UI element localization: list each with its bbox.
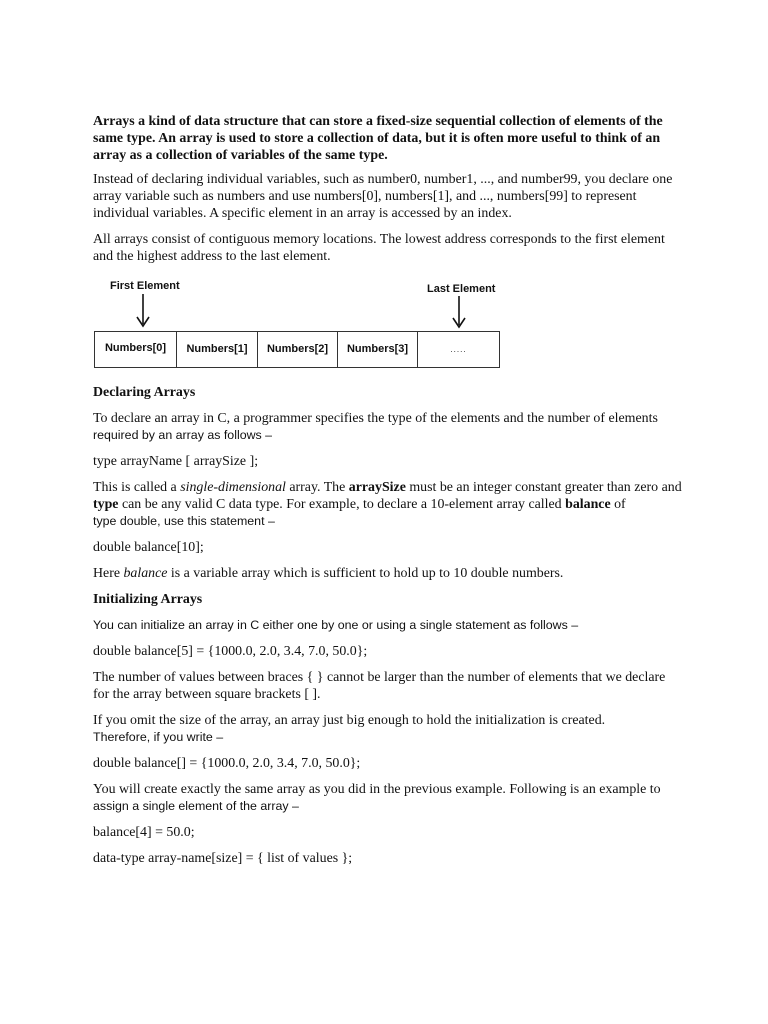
declare-example: double balance[10]; (93, 540, 204, 555)
same-line2: assign a single element of the array – (93, 799, 299, 813)
paragraph-individual-variables: Instead of declaring individual variables, such as number0, number1, ..., and number99, you declare one array variable such as numbers and use numbers[0], numbers[1], and ..., numbers[99] to represent individual variables. A specific element in an array is accessed by an index. (93, 172, 673, 221)
array-cells (94, 331, 500, 368)
intro-paragraph: Arrays a kind of data structure that can store a fixed-size sequential collection of elements of the same type. An array is used to store a collection of data, but it is often more useful to think of an array as a collection of variables of the same type. (93, 114, 663, 163)
array-cell: Numbers[1] (177, 332, 258, 367)
init-code-4: data-type array-name[size] = { list of values }; (93, 851, 353, 866)
balance-term: balance (565, 497, 611, 512)
text-run: can be any valid C data type. For example, to declare a 10-element array called (118, 497, 566, 512)
text-run: Here (93, 566, 124, 581)
diagram-arrows (93, 274, 513, 334)
declare-text-line2: required by an array as follows – (93, 428, 273, 442)
text-run: is a variable array which is sufficient to hold up to 10 double numbers. (167, 566, 564, 581)
last-element-arrow-icon (453, 296, 465, 327)
declare-syntax: type arrayName [ arraySize ]; (93, 454, 259, 469)
paragraph-omit-size (93, 712, 683, 746)
declare-text-line1: To declare an array in C, a programmer specifies the type of the elements and the number of elements (93, 411, 658, 426)
document-page (93, 113, 683, 876)
declaring-arrays-heading: Declaring Arrays (93, 385, 196, 400)
text-run: of (610, 497, 626, 512)
paragraph-declare (93, 410, 683, 444)
array-diagram (93, 274, 683, 376)
same-line1: You will create exactly the same array as you did in the previous example. Following is an example to (93, 782, 661, 797)
text-run: array. The (285, 480, 349, 495)
last-element-label: Last Element (427, 283, 496, 295)
text-run: type double, use this statement – (93, 514, 275, 528)
array-cell: Numbers[3] (338, 332, 418, 367)
init-code-3: balance[4] = 50.0; (93, 825, 195, 840)
array-cell-ellipsis: ..... (450, 345, 467, 354)
array-cell: Numbers[2] (258, 332, 338, 367)
omit-line2: Therefore, if you write – (93, 730, 224, 744)
paragraph-initialize-intro: You can initialize an array in C either one by one or using a single statement as follows – (93, 618, 579, 632)
init-code-1: double balance[5] = {1000.0, 2.0, 3.4, 7.0, 50.0}; (93, 644, 368, 659)
init-code-2: double balance[] = {1000.0, 2.0, 3.4, 7.0, 50.0}; (93, 756, 361, 771)
paragraph-same-array (93, 781, 683, 815)
initializing-arrays-heading: Initializing Arrays (93, 592, 203, 607)
paragraph-single-dimensional (93, 479, 683, 530)
first-element-arrow-icon (137, 294, 149, 326)
single-dimensional-term: single-dimensional (180, 480, 286, 495)
type-term: type (93, 497, 119, 512)
paragraph-balance (93, 565, 683, 582)
arraysize-term: arraySize (348, 480, 406, 495)
paragraph-contiguous-memory: All arrays consist of contiguous memory locations. The lowest address corresponds to the first element and the highest address to the last element. (93, 232, 665, 264)
array-cell: Numbers[0] (95, 332, 177, 367)
paragraph-braces: The number of values between braces { } cannot be larger than the number of elements that we declare for the array between square brackets [ ]. (93, 670, 666, 702)
balance-italic-term: balance (123, 566, 168, 581)
text-run: must be an integer constant greater than zero and (405, 480, 682, 495)
text-run: This is called a (93, 480, 181, 495)
first-element-label: First Element (110, 280, 180, 292)
omit-line1: If you omit the size of the array, an array just big enough to hold the initialization is created. (93, 713, 606, 728)
